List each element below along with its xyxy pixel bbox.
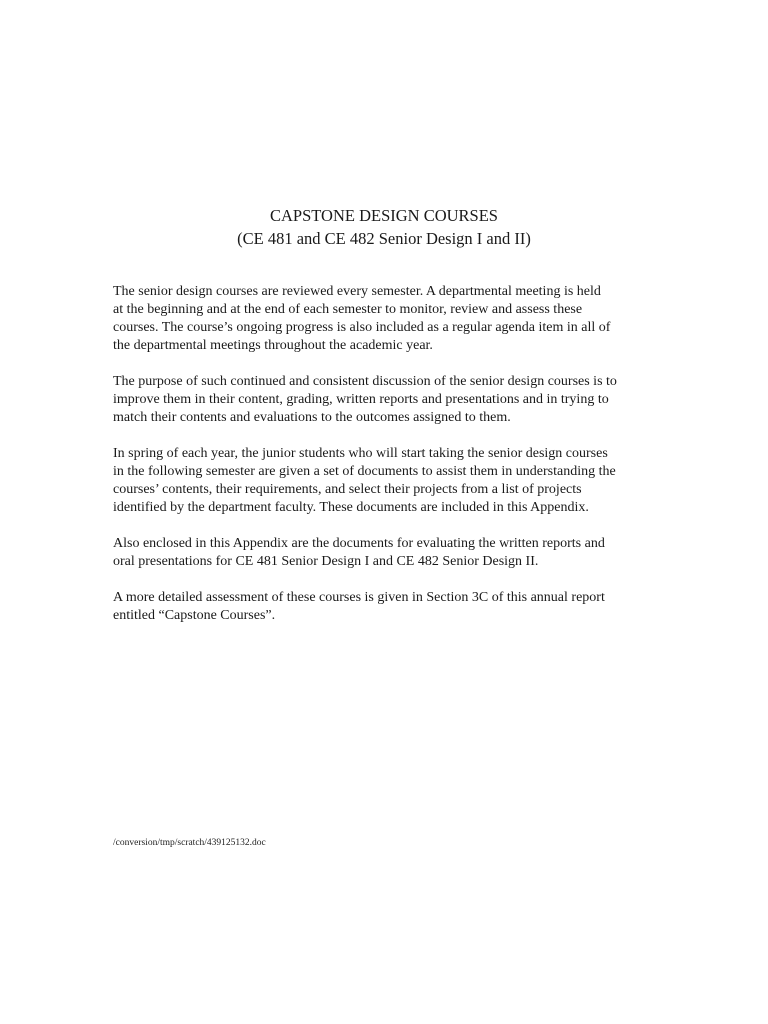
footer-file-path: /conversion/tmp/scratch/439125132.doc	[113, 838, 266, 848]
paragraph-review-process: The senior design courses are reviewed every semester. A departmental meeting is held at the beginning and at the end of each semester to monitor, review and assess these courses. The course’s ongoing progress is also included as a regular agenda item in all of the departmental meetings throughout the academic year.	[113, 284, 611, 353]
paragraph-appendix-evaluation: Also enclosed in this Appendix are the documents for evaluating the written reports and oral presentations for CE 481 Senior Design I and CE 482 Senior Design II.	[113, 536, 605, 569]
paragraph-spring-documents: In spring of each year, the junior students who will start taking the senior design courses in the following semester are given a set of documents to assist them in understanding the courses’ contents, their requirements, and select their projects from a list of projects identified by the department faculty. These documents are included in this Appendix.	[113, 446, 616, 515]
paragraph-purpose: The purpose of such continued and consistent discussion of the senior design courses is to improve them in their content, grading, written reports and presentations and in trying to match their contents and evaluations to the outcomes assigned to them.	[113, 374, 617, 425]
title-line-2: (CE 481 and CE 482 Senior Design I and II)	[237, 229, 531, 248]
document-title	[0, 204, 768, 250]
document-body	[113, 283, 673, 643]
title-line-1: CAPSTONE DESIGN COURSES	[270, 206, 498, 225]
paragraph-detailed-assessment: A more detailed assessment of these courses is given in Section 3C of this annual report entitled “Capstone Courses”.	[113, 590, 605, 623]
